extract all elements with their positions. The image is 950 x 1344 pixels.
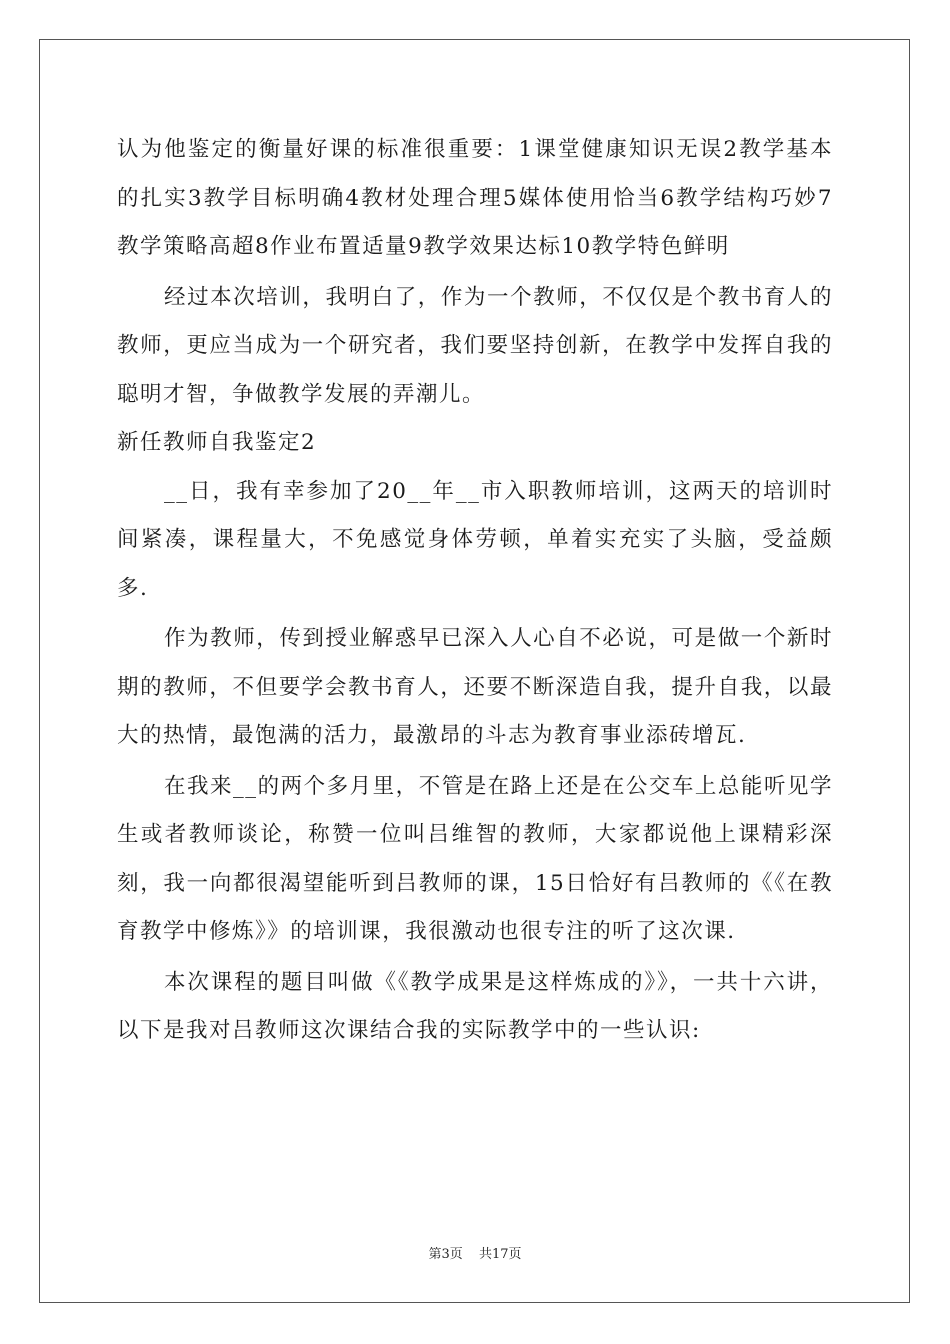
page-number: 第3页 (428, 1247, 463, 1262)
document-body (117, 126, 833, 1056)
page-footer (0, 1246, 950, 1264)
page-total: 共17页 (478, 1247, 522, 1262)
paragraph-course-topic: 本次课程的题目叫做《《教学成果是这样炼成的》》，一共十六讲，以下是我对吕教师这次课结合我的实际教学中的一些认识: (117, 969, 833, 1043)
paragraph-lecture-experience: 在我来__的两个多月里，不管是在路上还是在公交车上总能听见学生或者教师谈论，称赞一位叫吕维智的教师，大家都说他上课精彩深刻，我一向都很渴望能听到吕教师的课，15日恰好有吕教师的《《在教育教学中修炼》》的培训课，我很激动也很专注的听了这次课. (117, 773, 833, 944)
section-heading: 新任教师自我鉴定2 (117, 430, 317, 455)
paragraph-training-intro: __日，我有幸参加了20__年__市入职教师培训，这两天的培训时间紧凑，课程量大，不免感觉身体劳顿，单着实充实了头脑，受益颇多. (117, 478, 833, 601)
paragraph-grading-criteria: 认为他鉴定的衡量好课的标准很重要：1课堂健康知识无误2教学基本的扎实3教学目标明确4教材处理合理5媒体使用恰当6教学结构巧妙7教学策略高超8作业布置适量9教学效果达标10教学特色鲜明 (117, 137, 833, 259)
paragraph-training-conclusion: 经过本次培训，我明白了，作为一个教师，不仅仅是个教书育人的教师，更应当成为一个研究者，我们要坚持创新，在教学中发挥自我的聪明才智，争做教学发展的弄潮儿。 (117, 284, 833, 407)
paragraph-teacher-role: 作为教师，传到授业解惑早已深入人心自不必说，可是做一个新时期的教师，不但要学会教书育人，还要不断深造自我，提升自我，以最大的热情，最饱满的活力，最激昂的斗志为教育事业添砖增瓦. (117, 626, 833, 748)
